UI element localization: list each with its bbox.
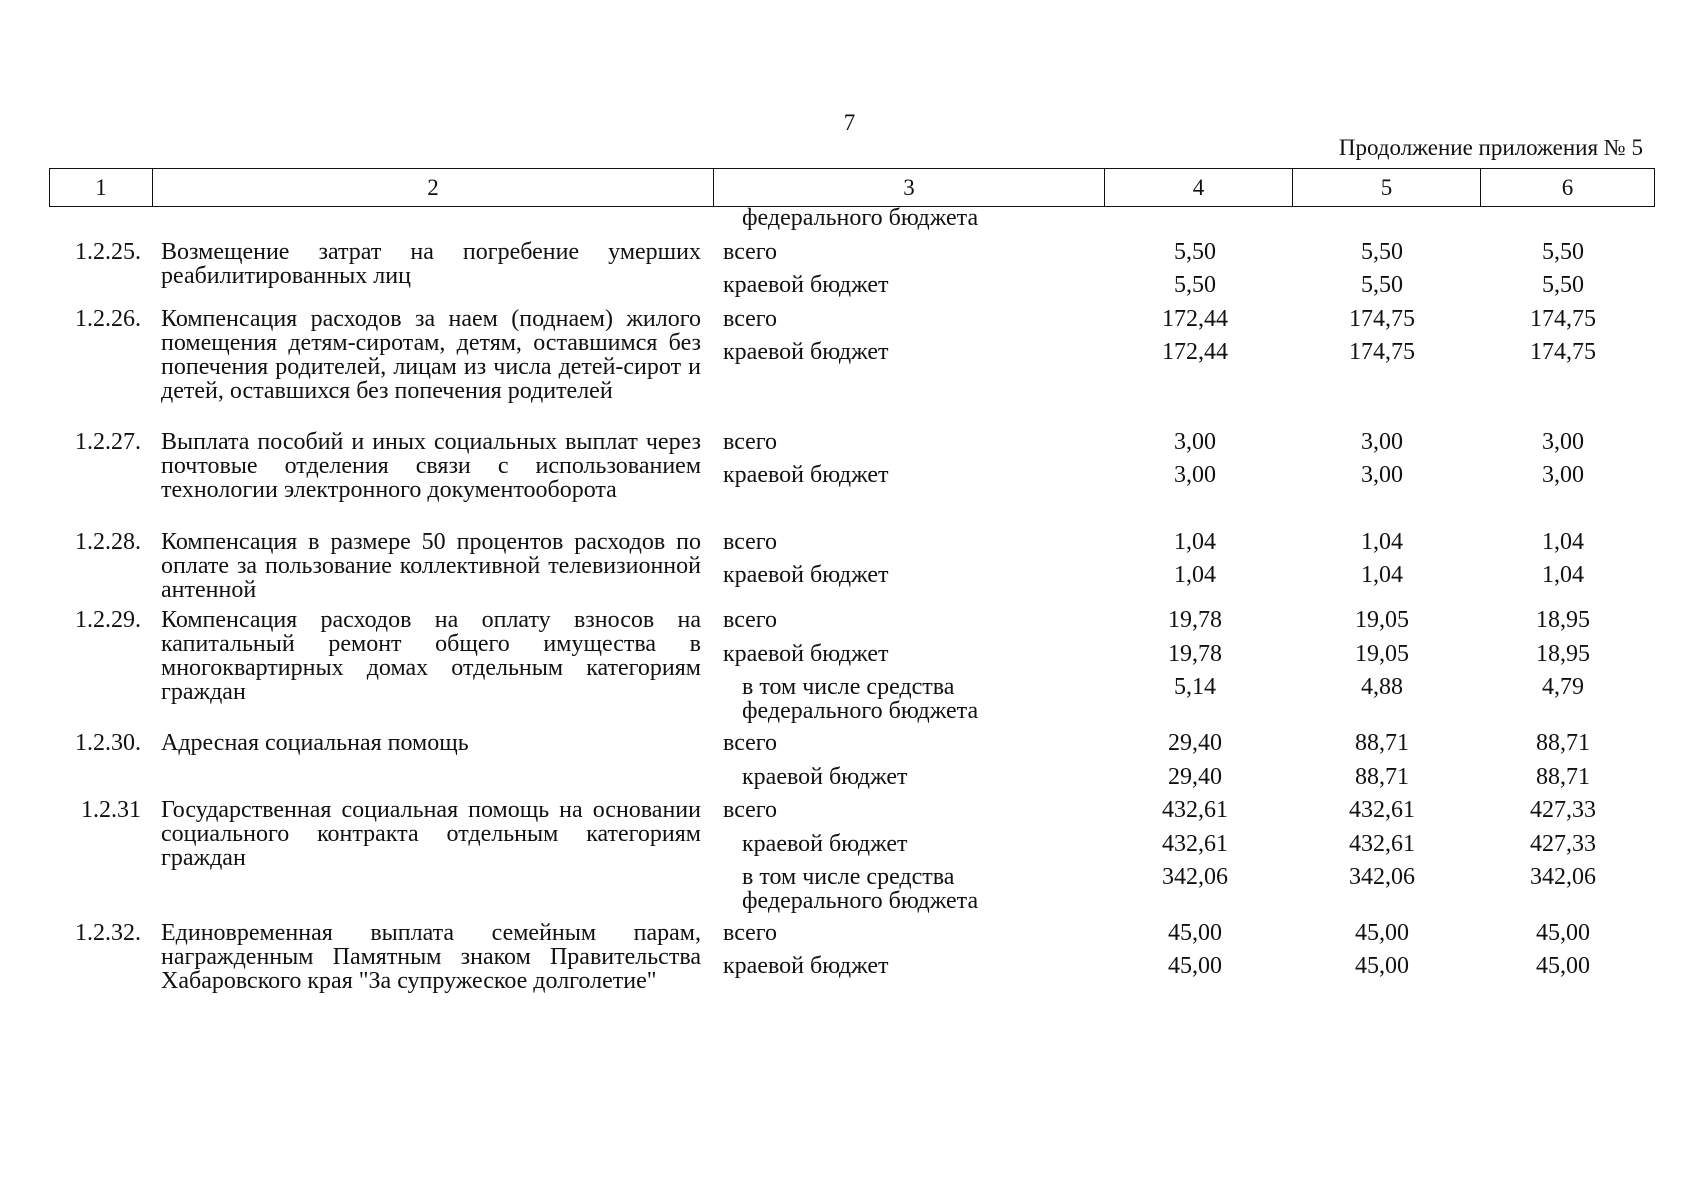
amount-col-5: 432,61 [1349,797,1415,823]
funding-line [0,273,1699,297]
amount-col-6: 18,95 [1536,641,1590,667]
funding-source-label: всего [723,429,778,455]
amount-col-6: 5,50 [1542,239,1584,265]
amount-col-5: 45,00 [1355,953,1409,979]
table-row [0,731,1699,798]
amount-col-4: 29,40 [1168,730,1222,756]
amount-col-6: 88,71 [1536,764,1590,790]
column-header-5: 5 [1293,169,1481,207]
funding-source-label: краевой бюджет [723,272,889,298]
funding-line [0,642,1699,666]
funding-source-label: краевой бюджет [723,562,889,588]
amount-col-5: 342,06 [1349,864,1415,890]
amount-col-6: 1,04 [1542,562,1584,588]
funding-source-label: всего [723,730,778,756]
row-description: Компенсация в размере 50 процентов расходов по оплате за пользование коллективной телевизионной антенной [161,529,701,603]
funding-line [0,463,1699,487]
row-number: 1.2.25. [75,239,141,265]
funding-line [0,954,1699,978]
amount-col-4: 5,50 [1174,272,1216,298]
funding-line [0,864,1699,914]
table-row [0,798,1699,921]
amount-col-4: 1,04 [1174,529,1216,555]
row-description: Выплата пособий и иных социальных выплат через почтовые отделения связи с использованием технологии электронного документооборота [161,429,701,503]
amount-col-5: 4,88 [1361,674,1403,700]
amount-col-5: 5,50 [1361,272,1403,298]
amount-col-6: 45,00 [1536,953,1590,979]
row-description: Государственная социальная помощь на основании социального контракта отдельным категориям граждан [161,797,701,871]
amount-col-6: 427,33 [1530,831,1596,857]
funding-source-label: краевой бюджет [723,953,889,979]
table-row [0,240,1699,307]
table-row [0,530,1699,608]
amount-col-6: 174,75 [1530,339,1596,365]
funding-source-label: краевой бюджет [723,339,889,365]
amount-col-5: 174,75 [1349,339,1415,365]
row-description: Компенсация расходов на оплату взносов на капитальный ремонт общего имущества в многоквартирных домах отдельным категориям граждан [161,607,701,705]
funding-line [0,430,1699,454]
table-row [0,921,1699,1011]
row-number: 1.2.28. [75,529,141,555]
amount-col-5: 45,00 [1355,920,1409,946]
table-row [0,608,1699,731]
amount-col-6: 5,50 [1542,272,1584,298]
column-header-table [49,168,1655,207]
amount-col-6: 3,00 [1542,462,1584,488]
amount-col-6: 88,71 [1536,730,1590,756]
amount-col-4: 1,04 [1174,562,1216,588]
amount-col-4: 29,40 [1168,764,1222,790]
funding-source-label: в том числе средства федерального бюджета [742,864,979,914]
funding-source-label: всего [723,306,778,332]
funding-source-label: краевой бюджет [742,764,908,790]
page-number: 7 [843,110,856,135]
funding-source-label: краевой бюджет [723,462,889,488]
row-number: 1.2.32. [75,920,141,946]
row-description: Единовременная выплата семейным парам, награжденным Памятным знаком Правительства Хабаровского края "За супружеское долголетие" [161,920,701,994]
funding-line [0,798,1699,822]
row-number: 1.2.26. [75,306,141,332]
funding-line [0,765,1699,789]
table-row [0,307,1699,430]
amount-col-4: 172,44 [1162,339,1228,365]
amount-col-5: 1,04 [1361,562,1403,588]
funding-source-label: всего [723,239,778,265]
amount-col-5: 19,05 [1355,641,1409,667]
amount-col-5: 19,05 [1355,607,1409,633]
amount-col-5: 3,00 [1361,462,1403,488]
amount-col-6: 18,95 [1536,607,1590,633]
amount-col-6: 3,00 [1542,429,1584,455]
amount-col-5: 174,75 [1349,306,1415,332]
row-description: Адресная социальная помощь [161,730,469,756]
funding-source-label: всего [723,607,778,633]
funding-line [0,674,1699,724]
funding-source-label: краевой бюджет [742,831,908,857]
funding-source-label: всего [723,920,778,946]
amount-col-6: 4,79 [1542,674,1584,700]
amount-col-5: 1,04 [1361,529,1403,555]
row-number: 1.2.27. [75,429,141,455]
amount-col-5: 88,71 [1355,764,1409,790]
column-header-6: 6 [1481,169,1655,207]
amount-col-4: 342,06 [1162,864,1228,890]
amount-col-6: 342,06 [1530,864,1596,890]
carried-over-line: федерального бюджета [742,205,979,231]
row-number: 1.2.31 [81,797,141,823]
continuation-note: Продолжение приложения № 5 [1338,135,1643,160]
amount-col-5: 432,61 [1349,831,1415,857]
amount-col-4: 172,44 [1162,306,1228,332]
amount-col-4: 432,61 [1162,831,1228,857]
amount-col-4: 45,00 [1168,953,1222,979]
amount-col-6: 45,00 [1536,920,1590,946]
funding-line [0,563,1699,587]
amount-col-4: 3,00 [1174,429,1216,455]
row-number: 1.2.29. [75,607,141,633]
amount-col-4: 5,50 [1174,239,1216,265]
amount-col-6: 174,75 [1530,306,1596,332]
funding-line [0,340,1699,364]
amount-col-4: 19,78 [1168,641,1222,667]
amount-col-4: 19,78 [1168,607,1222,633]
amount-col-4: 432,61 [1162,797,1228,823]
funding-line [0,240,1699,264]
amount-col-5: 3,00 [1361,429,1403,455]
row-description: Возмещение затрат на погребение умерших реабилитированных лиц [161,239,701,289]
amount-col-4: 45,00 [1168,920,1222,946]
column-header-1: 1 [50,169,153,207]
amount-col-5: 88,71 [1355,730,1409,756]
funding-source-label: всего [723,797,778,823]
amount-col-5: 5,50 [1361,239,1403,265]
funding-line [0,921,1699,945]
funding-source-label: всего [723,529,778,555]
funding-line [0,530,1699,554]
funding-line [0,608,1699,632]
table-row [0,430,1699,530]
funding-line [0,832,1699,856]
column-header-2: 2 [153,169,714,207]
funding-line [0,307,1699,331]
funding-line [0,731,1699,755]
funding-source-label: краевой бюджет [723,641,889,667]
column-header-3: 3 [714,169,1105,207]
row-number: 1.2.30. [75,730,141,756]
amount-col-4: 3,00 [1174,462,1216,488]
funding-source-label: в том числе средства федерального бюджета [742,674,979,724]
amount-col-6: 427,33 [1530,797,1596,823]
column-header-4: 4 [1105,169,1293,207]
amount-col-6: 1,04 [1542,529,1584,555]
column-header-row [50,169,1655,207]
row-description: Компенсация расходов за наем (поднаем) жилого помещения детям-сиротам, детям, оставшимся без попечения родителей, лицам из числа детей-сирот и детей, оставшихся без попечения родителей [161,306,701,404]
amount-col-4: 5,14 [1174,674,1216,700]
